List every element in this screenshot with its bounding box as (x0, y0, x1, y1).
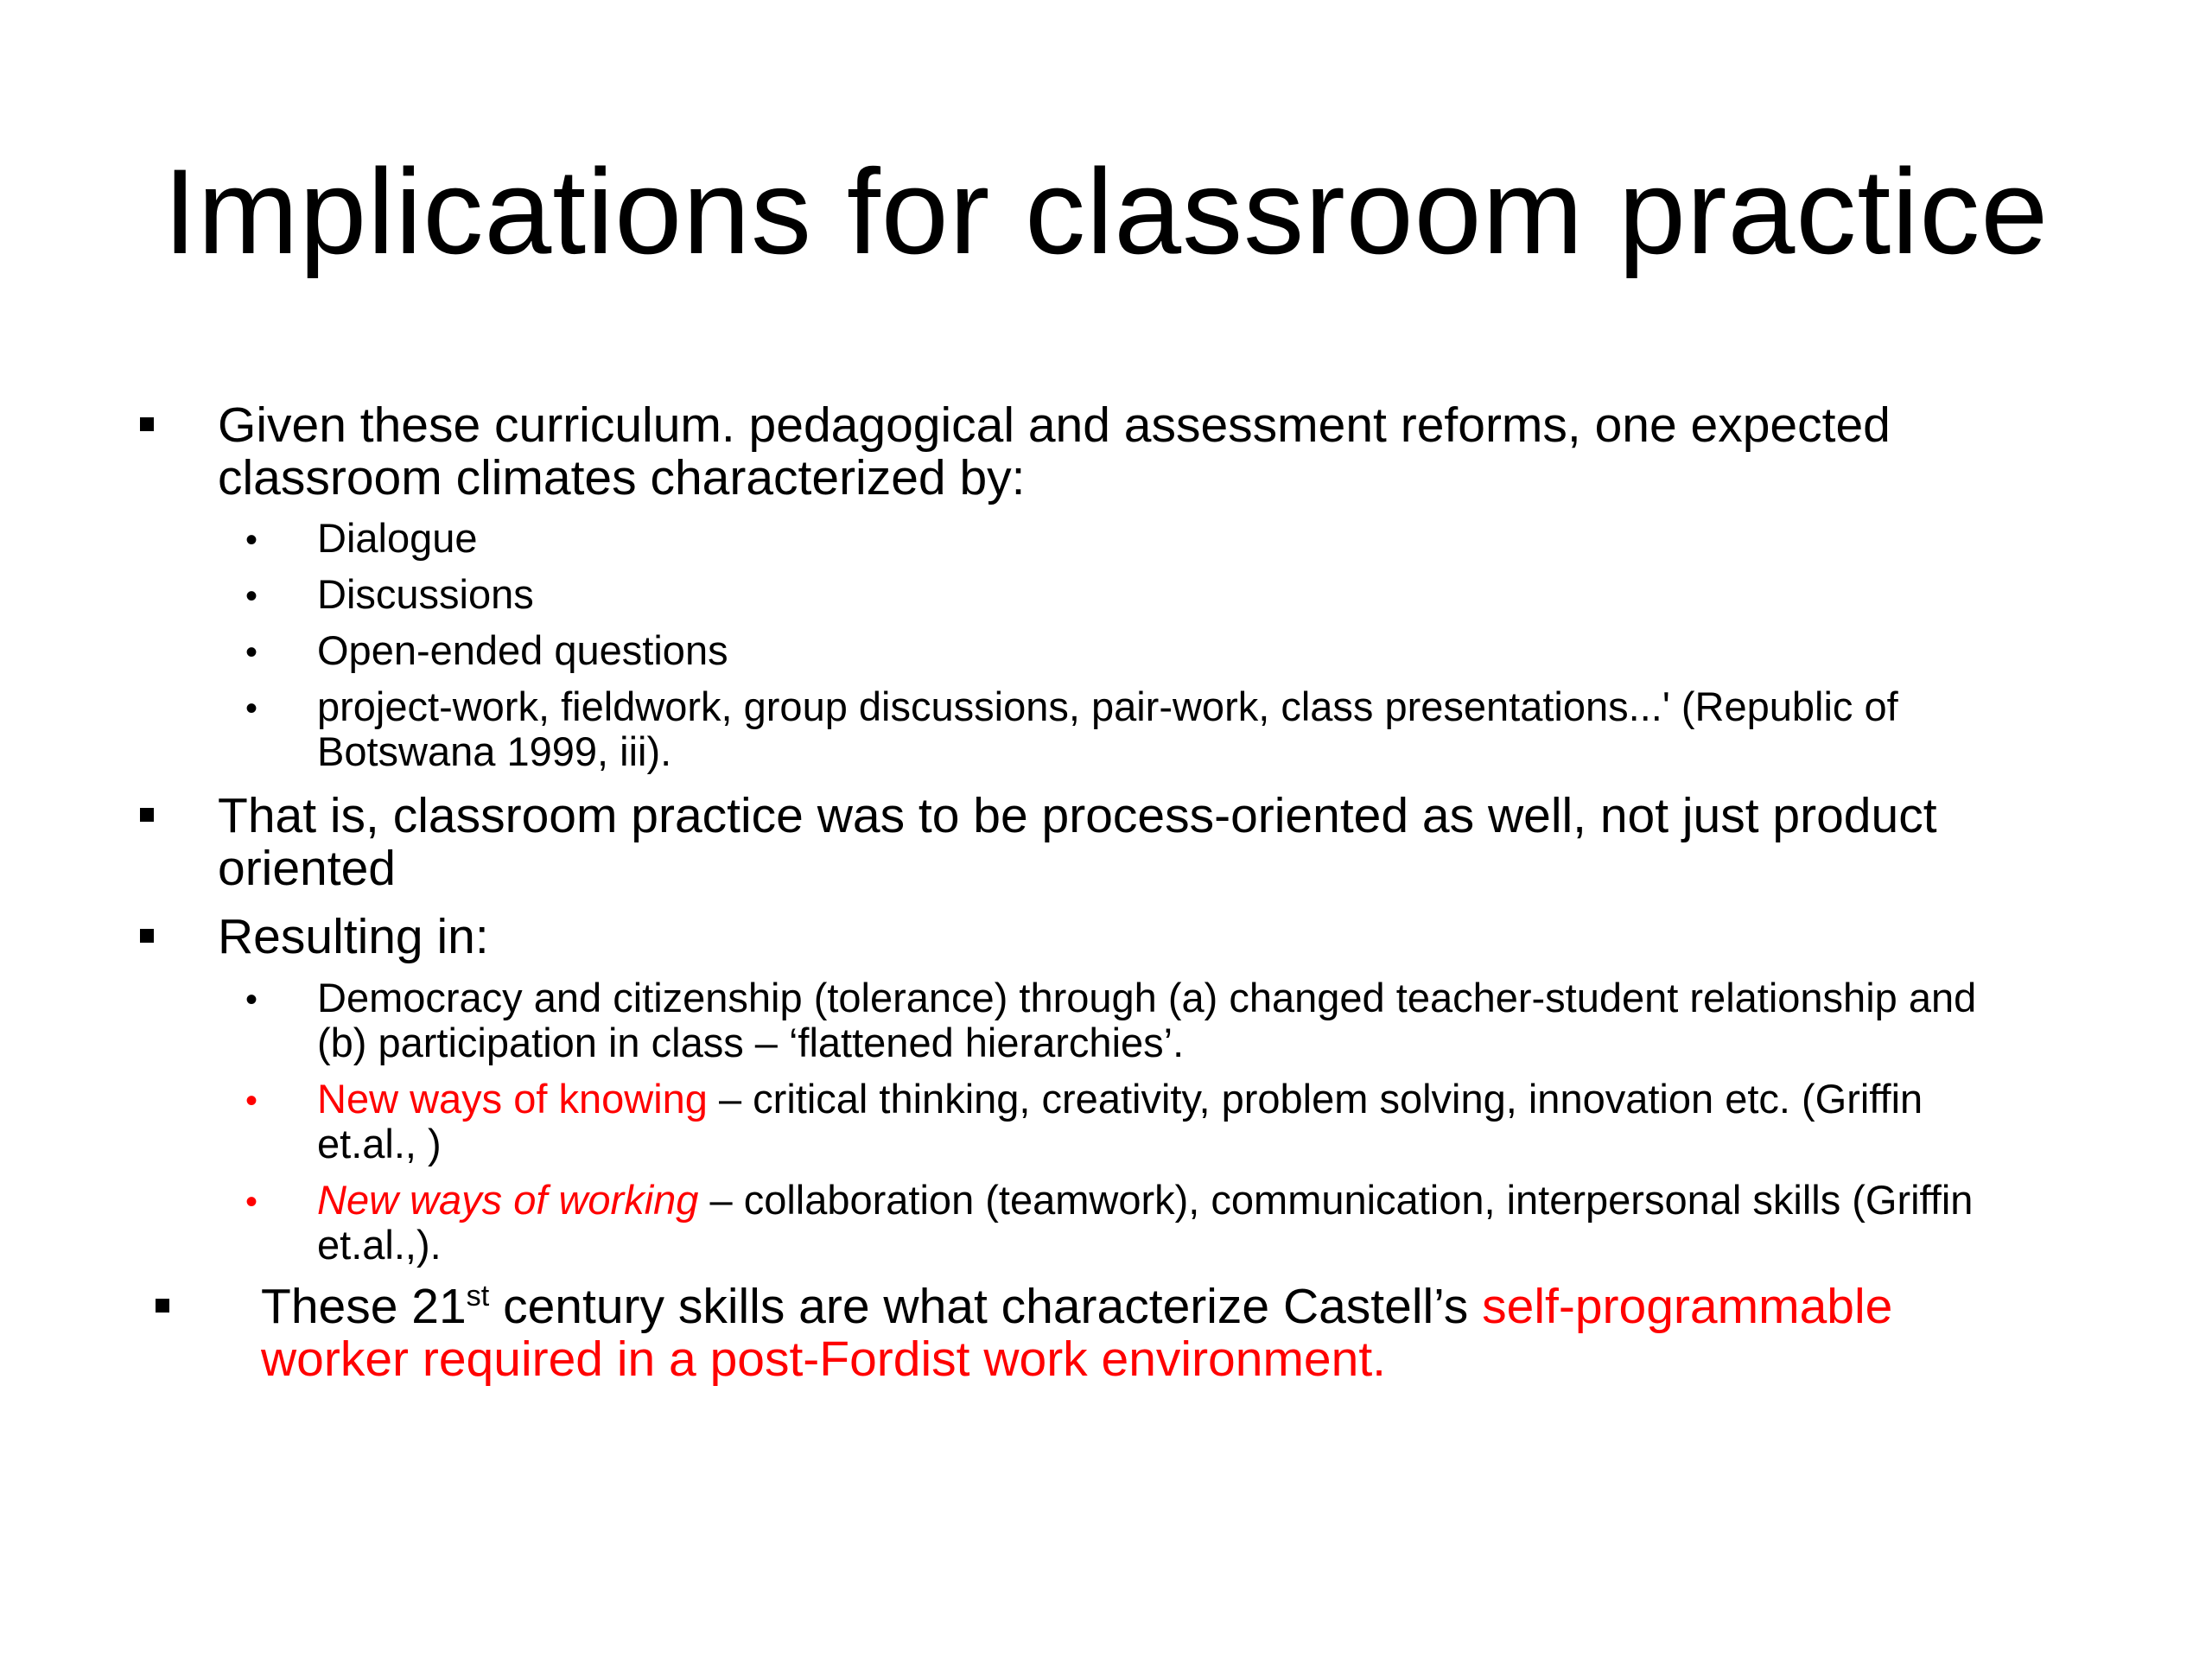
sub-item-project-work-line-1: project-work, fieldwork, group discussions, pair-work, class presentations...' (Republic of (317, 683, 1898, 729)
new-ways-of-working-description: – collaboration (teamwork), communication, interpersonal skills (Griffin (698, 1177, 1974, 1223)
new-ways-of-knowing-description: – critical thinking, creativity, problem solving, innovation etc. (Griffin (707, 1076, 1923, 1122)
square-bullet-icon (156, 1299, 169, 1313)
round-bullet-icon: • (245, 577, 258, 615)
round-bullet-icon: • (245, 1082, 258, 1120)
sub-item-new-ways-of-knowing-line-1 (317, 1077, 1923, 1122)
sub-item-open-ended-questions: Open-ended questions (317, 627, 728, 673)
new-ways-of-working-label: New ways of working (317, 1177, 699, 1223)
bullet-1-line-2: classroom climates characterized by: (218, 450, 1026, 505)
bullet-3-text: Resulting in: (218, 909, 489, 964)
bullet-4-mid: century skills are what characterize Castell’s (489, 1279, 1483, 1334)
bullet-1-line-1: Given these curriculum. pedagogical and assessment reforms, one expected (218, 397, 1891, 453)
sub-item-democracy-line-1: Democracy and citizenship (tolerance) through (a) changed teacher-student relationship and (317, 975, 1977, 1020)
square-bullet-icon (140, 417, 154, 431)
bullet-4-highlight-2: worker required in a post-Fordist work environment. (261, 1332, 1387, 1387)
round-bullet-icon: • (245, 1183, 258, 1221)
round-bullet-icon: • (245, 690, 258, 728)
round-bullet-icon: • (245, 981, 258, 1019)
round-bullet-icon: • (245, 521, 258, 559)
bullet-4-pre: These 21 (261, 1279, 467, 1334)
bullet-2-line-2: oriented (218, 841, 396, 896)
bullet-2-line-1: That is, classroom practice was to be process-oriented as well, not just product (218, 788, 1937, 843)
bullet-4-line-1 (261, 1281, 1892, 1333)
sub-item-dialogue: Dialogue (317, 515, 478, 561)
square-bullet-icon (140, 929, 154, 943)
round-bullet-icon: • (245, 633, 258, 671)
slide-title: Implications for classroom practice (162, 143, 2050, 279)
sub-item-new-ways-of-working-line-1 (317, 1178, 1973, 1223)
bullet-4-superscript: st (466, 1280, 490, 1313)
sub-item-new-ways-of-working-line-2: et.al.,). (317, 1222, 442, 1268)
sub-item-new-ways-of-knowing-line-2: et.al., ) (317, 1121, 442, 1166)
sub-item-project-work-line-2: Botswana 1999, iii). (317, 728, 672, 774)
sub-item-democracy-line-2: (b) participation in class – ‘flattened hierarchies’. (317, 1020, 1185, 1065)
new-ways-of-knowing-label: New ways of knowing (317, 1076, 708, 1122)
square-bullet-icon (140, 808, 154, 822)
sub-item-discussions: Discussions (317, 571, 534, 617)
bullet-4-highlight-1: self-programmable (1482, 1279, 1893, 1334)
